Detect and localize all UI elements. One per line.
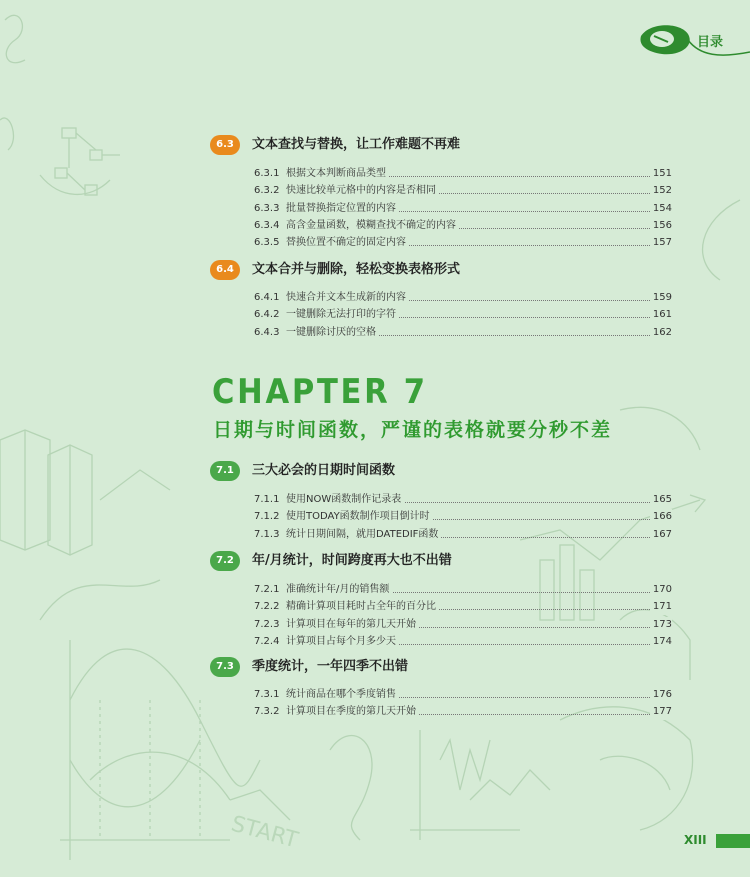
section-number-badge: 6.4 xyxy=(210,260,240,280)
toc-entry[interactable] xyxy=(254,492,672,508)
entry-page: 156 xyxy=(650,218,672,234)
section-title: 文本合并与删除，轻松变换表格形式 xyxy=(252,262,461,277)
entry-number: 6.3.5 xyxy=(254,237,280,249)
entry-title: 一键删除无法打印的字符 xyxy=(286,307,399,323)
toc-entry[interactable] xyxy=(254,290,672,306)
entry-page: 171 xyxy=(650,599,672,615)
entry-page: 170 xyxy=(650,582,672,598)
entry-number: 6.4.1 xyxy=(254,292,280,303)
entry-page: 152 xyxy=(650,183,672,199)
section-title: 季度统计，一年四季不出错 xyxy=(252,659,409,674)
toc-entry[interactable] xyxy=(254,599,672,615)
section-title: 三大必会的日期时间函数 xyxy=(252,463,396,478)
entry-number: 6.3.4 xyxy=(254,219,280,231)
entry-page: 162 xyxy=(650,325,672,341)
entry-page: 154 xyxy=(650,201,672,217)
svg-text:START: START xyxy=(228,811,301,854)
toc-entry[interactable] xyxy=(254,325,672,341)
toc-entry[interactable] xyxy=(254,218,672,234)
entry-title: 替换位置不确定的固定内容 xyxy=(286,235,409,251)
toc-entry[interactable] xyxy=(254,617,672,633)
entry-page: 157 xyxy=(650,235,672,251)
entry-title: 快速合并文本生成新的内容 xyxy=(286,290,409,306)
entry-title: 高含金量函数，模糊查找不确定的内容 xyxy=(286,218,459,234)
entry-page: 165 xyxy=(650,492,672,508)
entry-number: 7.1.1 xyxy=(254,494,280,505)
entry-number: 6.4.2 xyxy=(254,309,280,321)
toc-entry[interactable] xyxy=(254,166,672,182)
toc-entry[interactable] xyxy=(254,183,672,199)
toc-header-label: 目录 xyxy=(697,35,724,50)
toc-entry[interactable] xyxy=(254,307,672,323)
section-number-badge: 7.2 xyxy=(210,551,240,571)
entry-number: 6.3.1 xyxy=(254,168,280,179)
entry-page: 174 xyxy=(650,634,672,650)
entry-title: 快速比较单元格中的内容是否相同 xyxy=(286,183,439,199)
entry-title: 统计商品在哪个季度销售 xyxy=(286,687,399,703)
entry-number: 7.3.1 xyxy=(254,689,280,700)
toc-entry[interactable] xyxy=(254,634,672,650)
toc-entry[interactable] xyxy=(254,582,672,598)
entry-title: 批量替换指定位置的内容 xyxy=(286,201,399,217)
entry-page: 159 xyxy=(650,290,672,306)
entry-title: 计算项目占每个月多少天 xyxy=(286,634,399,650)
toc-entry[interactable] xyxy=(254,704,672,720)
entry-number: 6.3.3 xyxy=(254,202,280,214)
entry-title: 准确统计年/月的销售额 xyxy=(286,582,392,598)
entry-title: 使用TODAY函数制作项目倒计时 xyxy=(286,509,433,525)
entry-page: 166 xyxy=(650,509,672,525)
entry-number: 7.3.2 xyxy=(254,706,280,718)
toc-entry[interactable] xyxy=(254,235,672,251)
entry-page: 177 xyxy=(650,704,672,720)
entry-title: 计算项目在季度的第几天开始 xyxy=(286,704,419,720)
entry-page: 173 xyxy=(650,617,672,633)
section-title: 年/月统计，时间跨度再大也不出错 xyxy=(252,553,452,568)
entry-number: 7.1.3 xyxy=(254,528,280,540)
entry-title: 统计日期间隔，就用DATEDIF函数 xyxy=(286,527,441,543)
entry-title: 使用NOW函数制作记录表 xyxy=(286,492,404,508)
entry-page: 176 xyxy=(650,687,672,703)
toc-entry[interactable] xyxy=(254,201,672,217)
entry-page: 167 xyxy=(650,527,672,543)
page-number-bar xyxy=(716,834,750,848)
entry-number: 7.2.2 xyxy=(254,601,280,613)
toc-entry[interactable] xyxy=(254,527,672,543)
chapter-subtitle: 日期与时间函数，严谨的表格就要分秒不差 xyxy=(213,419,613,441)
section-number-badge: 6.3 xyxy=(210,135,240,155)
entry-number: 6.3.2 xyxy=(254,185,280,197)
entry-number: 7.1.2 xyxy=(254,511,280,523)
entry-page: 151 xyxy=(650,166,672,182)
page-number: XIII xyxy=(684,833,707,847)
entry-number: 7.2.4 xyxy=(254,635,280,647)
toc-entry[interactable] xyxy=(254,687,672,703)
section-title: 文本查找与替换，让工作难题不再难 xyxy=(252,137,461,152)
entry-title: 根据文本判断商品类型 xyxy=(286,166,389,182)
entry-number: 7.2.1 xyxy=(254,584,280,595)
entry-title: 计算项目在每年的第几天开始 xyxy=(286,617,419,633)
section-number-badge: 7.3 xyxy=(210,657,240,677)
entry-title: 精确计算项目耗时占全年的百分比 xyxy=(286,599,439,615)
chapter-label: CHAPTER 7 xyxy=(212,372,428,412)
entry-page: 161 xyxy=(650,307,672,323)
entry-number: 6.4.3 xyxy=(254,326,280,338)
entry-number: 7.2.3 xyxy=(254,618,280,630)
section-number-badge: 7.1 xyxy=(210,461,240,481)
toc-entry[interactable] xyxy=(254,509,672,525)
entry-title: 一键删除讨厌的空格 xyxy=(286,325,379,341)
